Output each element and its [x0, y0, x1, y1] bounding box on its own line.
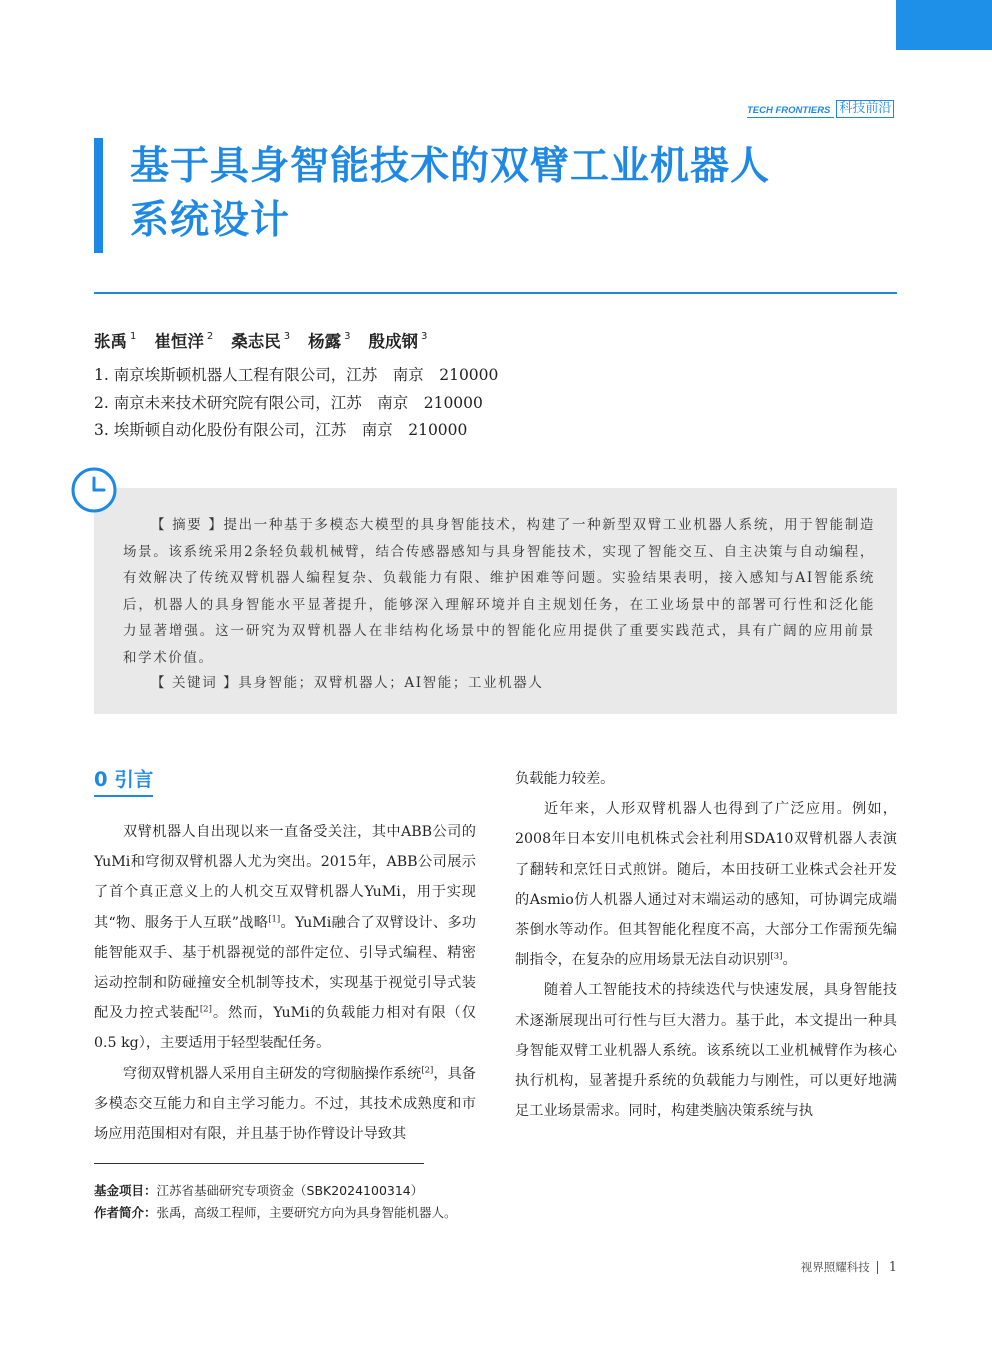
page-number: 1 [888, 1259, 897, 1275]
corner-accent-block [896, 0, 992, 50]
affiliation: 1. 南京埃斯顿机器人工程有限公司，江苏 南京 210000 [94, 366, 499, 384]
footer-separator [877, 1261, 878, 1274]
affiliation-list [94, 362, 498, 445]
author: 殷成钢 $^3$ [368, 330, 428, 351]
title-line-2: 系统设计 [130, 198, 291, 243]
section-tag-cn: 科技前沿 [836, 100, 894, 118]
author: 崔恒洋 $^2$ [154, 330, 214, 351]
affiliation: 3. 埃斯顿自动化股份有限公司，江苏 南京 210000 [94, 421, 468, 439]
page-footer [801, 1259, 897, 1275]
author: 杨露 $^3$ [308, 330, 351, 351]
author: 张禹 $^1$ [94, 330, 137, 351]
citation-ref: [3] [770, 951, 783, 962]
footnotes [94, 1180, 457, 1224]
section-tag [747, 100, 894, 118]
right-column [515, 764, 897, 1126]
title-line-1: 基于具身智能技术的双臂工业机器人 [130, 144, 771, 189]
clock-icon [70, 466, 118, 514]
journal-name: 视界照耀科技 [800, 1260, 870, 1274]
paragraph: 双臂机器人自出现以来一直备受关注，其中ABB公司的YuMi和穹彻双臂机器人尤为突出。2015年，ABB公司展示了首个真正意义上的人机交互双臂机器人YuMi，用于实现其“物、服务于人互联”战略[1]。YuMi融合了双臂设计、多功能智能双手、基于机器视觉的部件定位、引导式编程、精密运动控制和防碰撞安全机制等技术，实现基于视觉引导式装配及力控式装配[2]。然而，YuMi的负载能力相对有限（仅0.5 kg），主要适用于轻型装配任务。 [94, 824, 476, 1052]
citation-ref: [2] [199, 1004, 212, 1015]
affiliation: 2. 南京未来技术研究院有限公司，江苏 南京 210000 [94, 393, 483, 412]
article-title [130, 140, 890, 248]
paragraph: 穹彻双臂机器人采用自主研发的穹彻脑操作系统[2]，具备多模态交互能力和自主学习能力。不过，其技术成熟度和市场应用范围相对有限，并且基于协作臂设计导致其 [94, 1064, 476, 1143]
paragraph: 负载能力较差。 [515, 771, 615, 787]
title-divider [94, 292, 897, 294]
citation-ref: [1] [268, 913, 281, 924]
citation-ref: [2] [421, 1064, 434, 1075]
paragraph: 随着人工智能技术的持续迭代与快速发展，具身智能技术逐渐展现出可行性与巨大潜力。基于此，本文提出一种具身智能双臂工业机器人系统。该系统以工业机械臂作为核心执行机构，显著提升系统的负载能力与刚性，可以更好地满足工业场景需求。同时，构建类脑决策系统与执 [515, 982, 897, 1120]
footnote-fund: 基金项目：江苏省基础研究专项资金（SBK2024100314） [94, 1183, 424, 1198]
abstract-text: 【 摘要 】提出一种基于多模态大模型的具身智能技术，构建了一种新型双臂工业机器人系统，用于智能制造场景。该系统采用2条轻负载机械臂，结合传感器感知与具身智能技术，实现了智能交互、自主决策与自动编程，有效解决了传统双臂机器人编程复杂、负载能力有限、维护困难等问题。实验结果表明，接入感知与AI智能系统后，机器人的具身智能水平显著提升，能够深入理解环境并自主规划任务，在工业场景中的部署可行性和泛化能力显著增强。这一研究为双臂机器人在非结构化场景中的智能化应用提供了重要实践范式，具有广阔的应用前景和学术价值。 [123, 517, 875, 666]
footnote-divider [94, 1163, 424, 1164]
title-accent-bar [94, 138, 103, 253]
author-list [94, 328, 427, 352]
section-tag-en: TECH FRONTIERS [747, 105, 834, 118]
paragraph: 近年来，人形双臂机器人也得到了广泛应用。例如，2008年日本安川电机株式会社利用SDA10双臂机器人表演了翻转和烹饪日式煎饼。随后，本田技研工业株式会社开发的Asmio仿人机器人通过对末端运动的感知，可协调完成端茶倒水等动作。但其智能化程度不高，大部分工作需预先编制指令，在复杂的应用场景无法自动识别[3]。 [515, 801, 897, 969]
keywords-line: 【 关键词 】具身智能；双臂机器人；AI智能；工业机器人 [151, 675, 544, 691]
author: 桑志民 $^3$ [231, 330, 291, 351]
left-column [94, 817, 476, 1149]
section-heading-intro: 0 引言 [94, 768, 153, 797]
footnote-author: 作者简介：张禹，高级工程师，主要研究方向为具身智能机器人。 [94, 1205, 457, 1220]
